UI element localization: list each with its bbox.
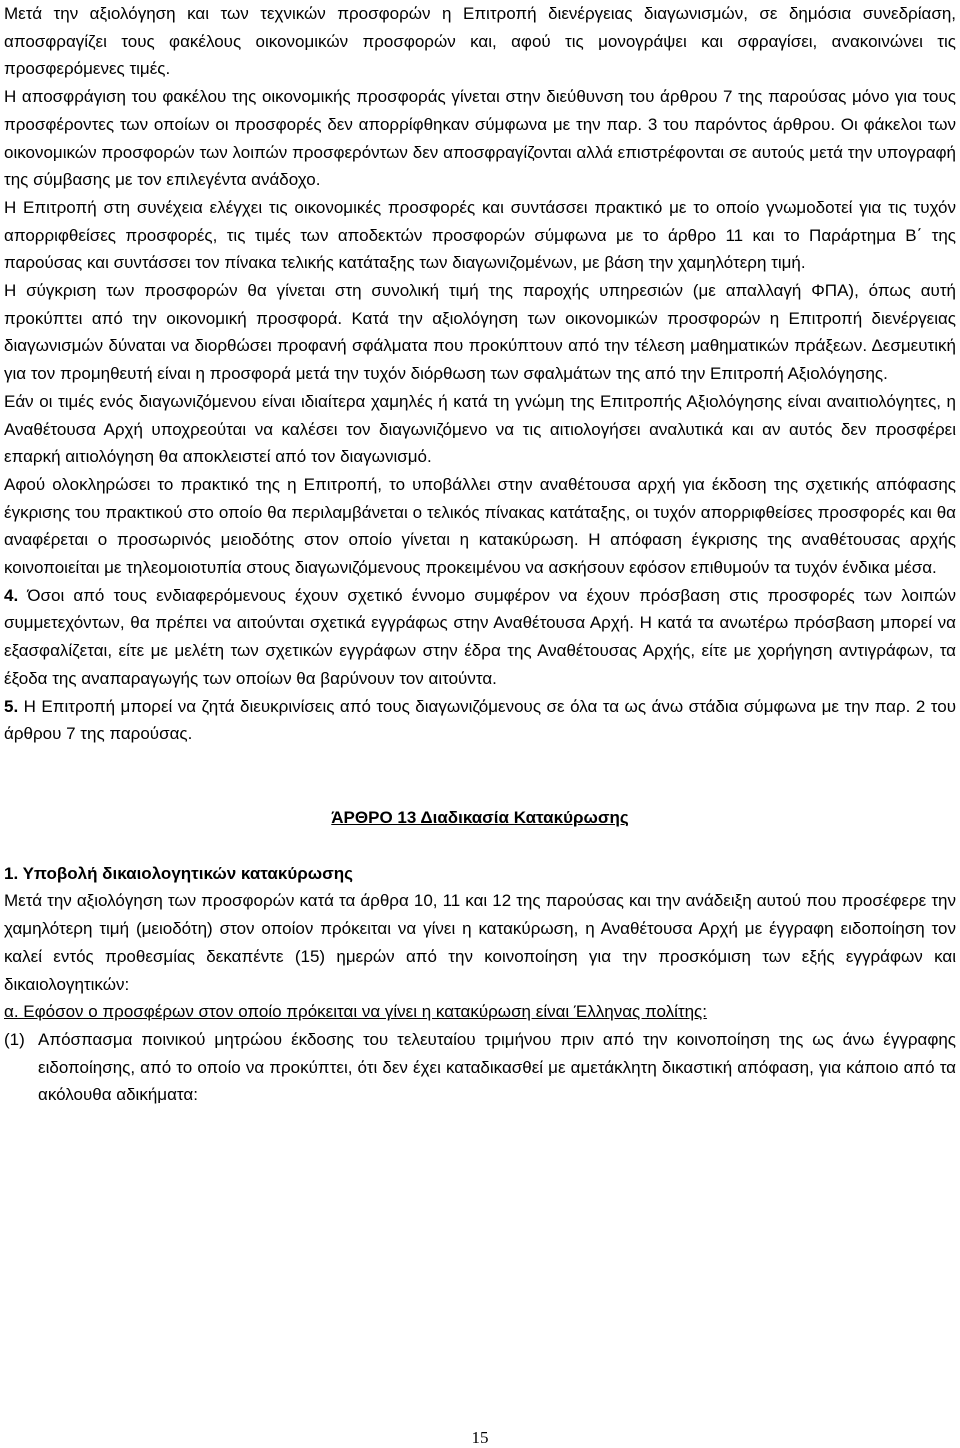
paragraph-committee-review: Η Επιτροπή στη συνέχεια ελέγχει τις οικονομικές προσφορές και συντάσσει πρακτικό με το οποίο γνωμοδοτεί για τις τυχόν απορριφθείσες προσφορές, τις τιμές των αποδεκτών προσφορών σύμφωνα με το άρθρο 11 και το Παράρτημα Β΄ της παρούσας και συντάσσει τον πίνακα τελικής κατάταξης των διαγωνιζομένων, με βάση την χαμηλότερη τιμή.: [4, 197, 956, 273]
point-5-text: Η Επιτροπή μπορεί να ζητά διευκρινίσεις από τους διαγωνιζόμενους σε όλα τα ως άνω στάδια σύμφωνα με την παρ. 2 του άρθρου 7 της παρούσας.: [4, 696, 956, 744]
paragraph-envelope-unsealing: Η αποσφράγιση του φακέλου της οικονομικής προσφοράς γίνεται στην διεύθυνση του άρθρου 7 της παρούσας μόνο για τους προσφέροντες των οποίων οι προσφορές δεν απορρίφθηκαν σύμφωνα με την παρ. 3 του παρόντος άρθρου. Οι φάκελοι των οικονομικών προσφορών των λοιπών προσφερόντων δεν αποσφραγίζονται αλλά επιστρέφονται σε αυτούς μετά την υπογραφή της σύμβασης με τον επιλεγέντα ανάδοχο.: [4, 87, 956, 190]
list-item-number: (1): [4, 1029, 25, 1049]
spacer: [4, 832, 956, 860]
document-page: [4, 0, 956, 1109]
point-4-text: Όσοι από τους ενδιαφερόμενους έχουν σχετικό έννομο συμφέρον να έχουν πρόσβαση στις προσφορές των λοιπών συμμετεχόντων, θα πρέπει να αιτούνται σχετικά εγγράφως στην Αναθέτουσα Αρχή. Η κατά τα ανωτέρω πρόσβαση μπορεί να εξασφαλίζεται, είτε με μελέτη των σχετικών εγγράφων στην έδρα της Αναθέτουσας Αρχής, είτε με χορήγηση αντιγράφων, τα έξοδα της αναπαραγωγής των οποίων θα βαρύνουν τον αιτούντα.: [4, 585, 956, 688]
page-number: 15: [471, 1428, 489, 1447]
point-4: [4, 582, 956, 693]
section-1-subheading: α. Εφόσον ο προσφέρων στον οποίο πρόκειται να γίνει η κατακύρωση είναι Έλληνας πολίτης:: [4, 1002, 707, 1022]
point-5-number: 5.: [4, 696, 19, 716]
section-1-text: Μετά την αξιολόγηση των προσφορών κατά τα άρθρα 10, 11 και 12 της παρούσας και την ανάδειξη αυτού που προσέφερε την χαμηλότερη τιμή (μειοδότη) στον οποίον πρόκειται να γίνει η κατακύρωση, η Αναθέτουσα Αρχή με έγγραφη ειδοποίηση τον καλεί εντός προθεσμίας δεκαπέντε (15) ημερών από την κοινοποίηση για την προσκόμιση των εξής εγγράφων και δικαιολογητικών:: [4, 891, 956, 994]
paragraph-committee-report: Αφού ολοκληρώσει το πρακτικό της η Επιτροπή, το υποβάλλει στην αναθέτουσα αρχή για έκδοση της σχετικής απόφασης έγκρισης του πρακτικού στο οποίο θα περιλαμβάνεται ο τελικός πίνακας κατάταξης, οι τυχόν απορριφθείσες προσφορές και θα αναφέρεται ο προσωρινός μειοδότης στον οποίο γίνεται η κατακύρωση. Η απόφαση έγκρισης της αναθέτουσας αρχής κοινοποιείται με τηλεομοιοτυπία στους διαγωνιζόμενους προκειμένου να ασκήσουν εφόσον επιθυμούν τα τυχόν ένδικα μέσα.: [4, 474, 956, 578]
paragraph-financial-opening: Μετά την αξιολόγηση και των τεχνικών προσφορών η Επιτροπή διενέργειας διαγωνισμών, σε δημόσια συνεδρίαση, αποσφραγίζει τους φακέλους οικονομικών προσφορών και, αφού τις μονογράψει και σφραγίσει, ανακοινώνει τις προσφερόμενες τιμές.: [4, 4, 956, 79]
point-4-number: 4.: [4, 585, 19, 605]
paragraph-low-prices: Εάν οι τιμές ενός διαγωνιζόμενου είναι ιδιαίτερα χαμηλές ή κατά τη γνώμη της Επιτροπής Αξιολόγησης είναι αναιτιολόγητες, η Αναθέτουσα Αρχή υποχρεούται να καλέσει τον διαγωνιζόμενο να τις αιτιολογήσει αναλυτικά και αν αυτός δεν προσφέρει επαρκή αιτιολόγηση θα αποκλειστεί από τον διαγωνισμό.: [4, 391, 956, 467]
list-item: [4, 1026, 956, 1109]
section-1-heading: 1. Υποβολή δικαιολογητικών κατακύρωσης: [4, 863, 353, 883]
article-heading: ΆΡΘΡΟ 13 Διαδικασία Κατακύρωσης: [331, 807, 629, 827]
paragraph-offer-comparison: Η σύγκριση των προσφορών θα γίνεται στη συνολική τιμή της παροχής υπηρεσιών (με απαλλαγή ΦΠΑ), όπως αυτή προκύπτει από την οικονομική προσφορά. Κατά την αξιολόγηση των οικονομικών προσφορών η Επιτροπή διενέργειας διαγωνισμών δύναται να διορθώσει προφανή σφάλματα που προκύπτουν από την τέλεση μαθηματικών πράξεων. Δεσμευτική για τον προμηθευτή είναι η προσφορά μετά την τυχόν διόρθωση των σφαλμάτων της από την Επιτροπή Αξιολόγησης.: [4, 281, 956, 384]
spacer: [4, 748, 956, 804]
list-item-text: Απόσπασμα ποινικού μητρώου έκδοσης του τελευταίου τριμήνου πριν από την κοινοποίηση της ως άνω έγγραφης ειδοποίησης, από το οποίο να προκύπτει, ότι δεν έχει καταδικασθεί με αμετάκλητη δικαστική απόφαση, για κάποιο από τα ακόλουθα αδικήματα:: [38, 1029, 956, 1105]
point-5: [4, 693, 956, 748]
